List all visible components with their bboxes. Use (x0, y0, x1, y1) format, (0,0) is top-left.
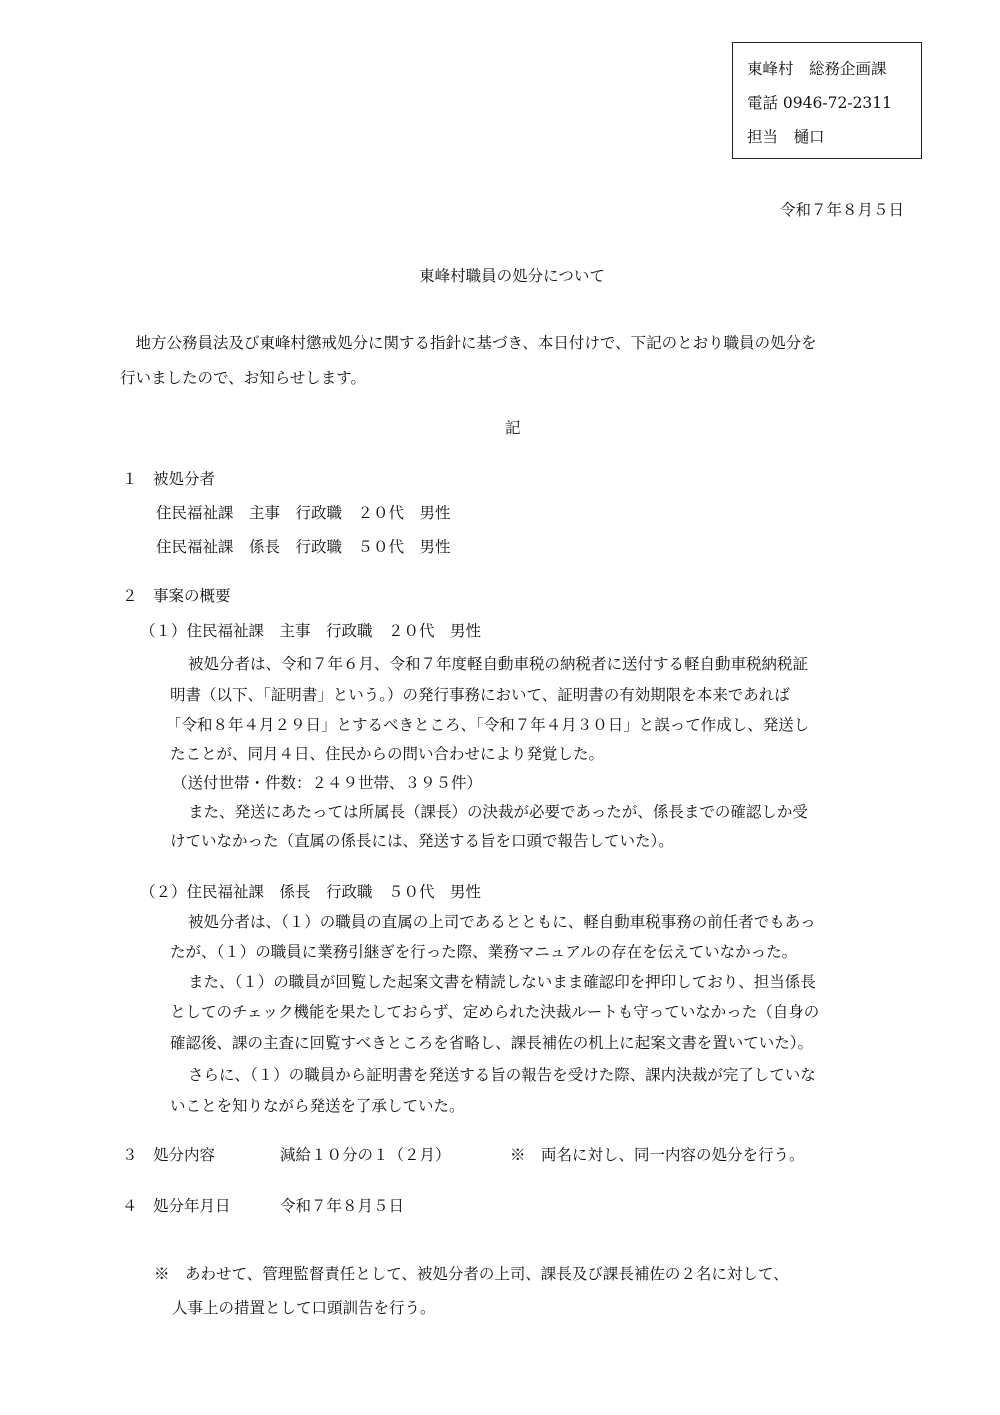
section1-item-2: 住民福祉課 係長 行政職 ５０代 男性 (156, 538, 451, 556)
intro-line-2: 行いましたので、お知らせします。 (120, 369, 366, 387)
sub1-line-2: 明書（以下、「証明書」という。）の発行事務において、証明書の有効期限を本来であれば (170, 686, 790, 704)
section3-content: 減給１０分の１（２月） (280, 1146, 451, 1164)
section3-note: ※ 両名に対し、同一内容の処分を行う。 (510, 1146, 805, 1164)
sub2-line-3: また、（１）の職員が回覧した起案文書を精読しないまま確認印を押印しており、担当係長 (188, 973, 816, 991)
sub1-line-6: また、発送にあたっては所属長（課長）の決裁が必要であったが、係長までの確認しか受 (188, 803, 808, 821)
footnote-line-1: ※ あわせて、管理監督責任として、被処分者の上司、課長及び課長補佐の２名に対して、 (154, 1265, 789, 1283)
section4-label: ４ 処分年月日 (122, 1197, 231, 1215)
sub1-line-4: たことが、同月４日、住民からの問い合わせにより発覚した。 (170, 745, 605, 763)
document-date: 令和７年８月５日 (779, 201, 904, 219)
sub2-line-1: 被処分者は、（１）の職員の直属の上司であるとともに、軽自動車税事務の前任者でもあっ (188, 913, 816, 931)
section1-item-1: 住民福祉課 主事 行政職 ２０代 男性 (156, 504, 451, 522)
section1-heading: １ 被処分者 (122, 470, 216, 488)
footnote-line-2: 人事上の措置として口頭訓告を行う。 (172, 1299, 436, 1317)
sub1-line-3: 「令和８年４月２９日」とするべきところ、「令和７年４月３０日」と誤って作成し、発送し (166, 716, 810, 734)
contact-person: 担当 樋口 (747, 128, 825, 146)
sub1-line-1: 被処分者は、令和７年６月、令和７年度軽自動車税の納税者に送付する軽自動車税納税証 (188, 655, 809, 673)
document-title: 東峰村職員の処分について (419, 267, 605, 285)
sub1-line-7: けていなかった（直属の係長には、発送する旨を口頭で報告していた）。 (170, 832, 674, 850)
section3-label: ３ 処分内容 (122, 1146, 216, 1164)
sub2-line-6: さらに、（１）の職員から証明書を発送する旨の報告を受けた際、課内決裁が完了していな (188, 1066, 816, 1084)
sub1-line-5: （送付世帯・件数：２４９世帯、３９５件） (172, 774, 483, 792)
sub2-line-7: いことを知りながら発送を了承していた。 (170, 1097, 465, 1115)
section4-content: 令和７年８月５日 (280, 1197, 405, 1215)
sub2-heading: （２）住民福祉課 係長 行政職 ５０代 男性 (140, 883, 482, 901)
sub1-heading: （１）住民福祉課 主事 行政職 ２０代 男性 (140, 622, 482, 640)
sub2-line-2: たが、（１）の職員に業務引継ぎを行った際、業務マニュアルの存在を伝えていなかった。 (170, 943, 798, 961)
section2-heading: ２ 事案の概要 (122, 587, 231, 605)
intro-line-1: 地方公務員法及び東峰村懲戒処分に関する指針に基づき、本日付けで、下記のとおり職員の処分を (120, 334, 817, 352)
contact-phone: 電話 0946-72-2311 (747, 94, 893, 112)
ki-marker: 記 (505, 419, 521, 437)
sub2-line-4: としてのチェック機能を果たしておらず、定められた決裁ルートも守っていなかった（自身の (170, 1003, 820, 1021)
sub2-line-5: 確認後、課の主査に回覧すべきところを省略し、課長補佐の机上に起案文書を置いていた）。 (170, 1034, 813, 1052)
contact-department: 東峰村 総務企画課 (747, 60, 887, 78)
contact-box (732, 42, 922, 159)
